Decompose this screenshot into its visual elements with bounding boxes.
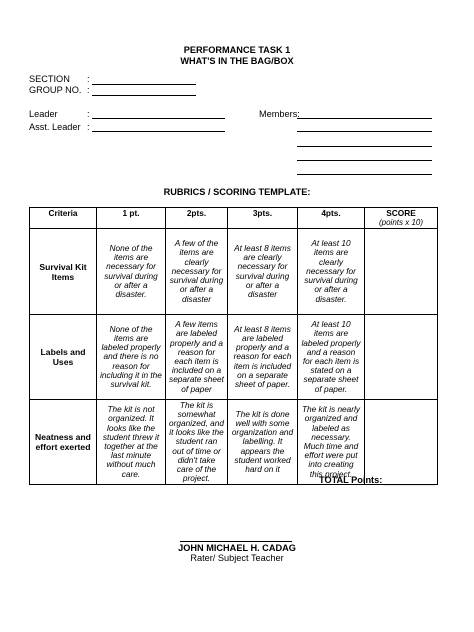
signature-line [180,541,292,542]
score-cell[interactable] [365,315,438,400]
rubric-header-row [30,208,438,229]
section-label: SECTION [29,74,70,84]
rubric-cell: A few items are labeled properly and a reason for each item is included on a separate sheet of paper [166,315,228,400]
rubric-cell: None of the items are necessary for survival during or after a disaster. [97,229,166,315]
member-field-3[interactable] [297,146,432,147]
header-3pts: 3pts. [228,208,298,229]
section-colon: : [87,74,90,84]
leader-colon: : [87,109,90,119]
score-subtitle: (points x 10) [378,218,424,228]
group-field[interactable] [92,95,196,96]
rubric-cell: None of the items are labeled properly and there is no reason for including it in the survival kit. [97,315,166,400]
rubric-cell: At least 8 items are clearly necessary for survival during or after a disaster [228,229,298,315]
criteria-cell: Neatness and effort exerted [30,400,97,485]
rubric-cell: At least 8 items are labeled properly and a reason for each item is included on a separate sheet of paper. [228,315,298,400]
rubric-cell: At least 10 items are clearly necessary for survival during or after a disaster. [298,229,365,315]
rubric-cell: A few of the items are clearly necessary for survival during or after a disaster [166,229,228,315]
rubric-cell: The kit is not organized. It looks like the student threw it together at the last minute without much care. [97,400,166,485]
rubric-cell: The kit is somewhat organized, and it looks like the student ran out of time or didn't take care of the project. [166,400,228,485]
score-cell[interactable] [365,400,438,485]
criteria-cell: Labels and Uses [30,315,97,400]
leader-label: Leader [29,109,58,119]
asst-leader-colon: : [87,122,90,132]
score-title: SCORE [386,208,416,218]
leader-field[interactable] [92,118,225,119]
table-row [30,229,438,315]
table-row [30,400,438,485]
document-title: PERFORMANCE TASK 1 [183,45,291,55]
section-field[interactable] [92,84,196,85]
rubric-cell: The kit is nearly organized and labeled as necessary. Much time and effort were put into creating this project. [298,400,365,485]
header-4pts: 4pts. [298,208,365,229]
asst-leader-label: Asst. Leader [29,122,81,132]
asst-leader-field[interactable] [92,131,225,132]
score-cell[interactable] [365,229,438,315]
member-field-1[interactable] [297,118,432,119]
group-colon: : [87,85,90,95]
member-field-5[interactable] [297,174,432,175]
rubric-table [29,207,438,485]
rubric-cell: The kit is done well with some organization and labelling. It appears the student worked hard on it [228,400,298,485]
table-row [30,315,438,400]
rater-role: Rater/ Subject Teacher [190,553,284,563]
document-subtitle: WHAT'S IN THE BAG/BOX [180,56,294,66]
rater-name: JOHN MICHAEL H. CADAG [178,543,296,553]
total-points-field[interactable]: __________ [384,475,436,485]
group-label: GROUP NO. [29,85,82,95]
rubric-heading: RUBRICS / SCORING TEMPLATE: [163,187,311,197]
member-field-2[interactable] [297,131,432,132]
header-criteria: Criteria [30,208,97,229]
header-1pt: 1 pt. [97,208,166,229]
rubric-cell: At least 10 items are labeled properly and a reason for each item is stated on a separate sheet of paper. [298,315,365,400]
header-2pts: 2pts. [166,208,228,229]
member-field-4[interactable] [297,160,432,161]
header-score [365,208,438,229]
members-label: Members: [259,109,300,119]
total-points-label: TOTAL Points: [319,475,383,485]
criteria-cell: Survival Kit Items [30,229,97,315]
